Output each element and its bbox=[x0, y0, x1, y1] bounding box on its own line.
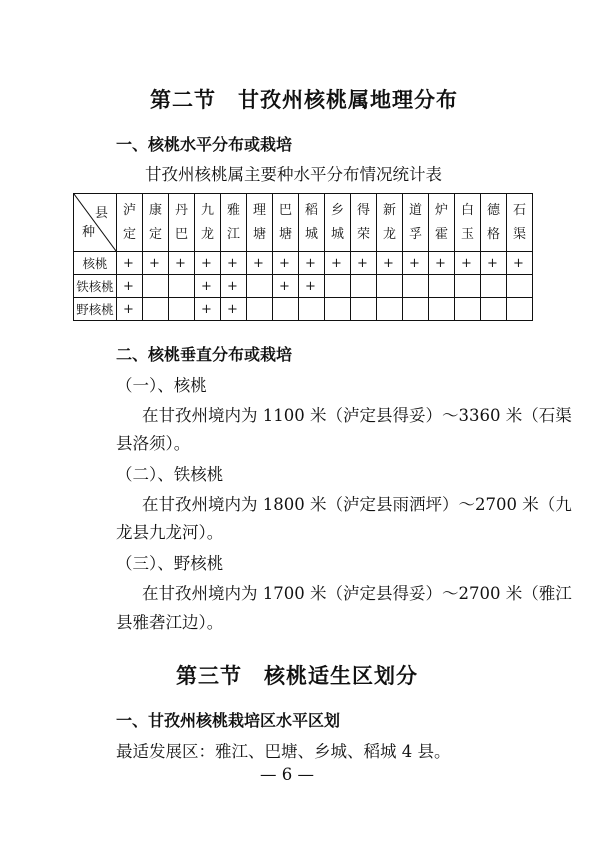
presence-cell: + bbox=[117, 252, 143, 275]
species-label-cell: 核桃 bbox=[74, 252, 117, 275]
presence-cell: + bbox=[195, 275, 221, 298]
county-header-cell bbox=[169, 194, 195, 252]
county-header-cell bbox=[195, 194, 221, 252]
county-header-char: 乡 bbox=[330, 202, 344, 218]
presence-cell bbox=[377, 298, 403, 321]
presence-cell bbox=[351, 298, 377, 321]
county-header-char: 城 bbox=[330, 226, 344, 242]
presence-cell: + bbox=[221, 252, 247, 275]
presence-cell: + bbox=[481, 252, 507, 275]
county-header-char: 泸 bbox=[122, 202, 136, 218]
table-row bbox=[74, 298, 533, 321]
county-header-char: 理 bbox=[252, 202, 266, 218]
presence-cell: + bbox=[247, 252, 273, 275]
county-header-char: 炉 bbox=[434, 202, 448, 218]
presence-cell: + bbox=[169, 252, 195, 275]
presence-cell: + bbox=[351, 252, 377, 275]
corner-county-label: 县 bbox=[94, 206, 108, 221]
section2-title: 第二节 甘孜州核桃属地理分布 bbox=[150, 88, 458, 112]
table-caption: 甘孜州核桃属主要种水平分布情况统计表 bbox=[145, 165, 442, 184]
county-header-char: 格 bbox=[486, 226, 500, 242]
county-header-char: 得 bbox=[356, 202, 370, 218]
county-header-cell bbox=[325, 194, 351, 252]
county-header-char: 稻 bbox=[304, 202, 318, 218]
sub-heading-vertical: 二、核桃垂直分布或栽培 bbox=[116, 345, 293, 364]
presence-cell: + bbox=[117, 298, 143, 321]
corner-species-label: 种 bbox=[82, 225, 96, 240]
item2-heading: （二）、铁核桃 bbox=[116, 465, 224, 484]
page-number: — 6 — bbox=[260, 765, 314, 784]
county-header-cell bbox=[299, 194, 325, 252]
county-header-char: 道 bbox=[408, 202, 422, 218]
county-header-char: 荣 bbox=[356, 226, 370, 242]
item1-heading: （一）、核桃 bbox=[116, 376, 207, 395]
county-header-cell bbox=[117, 194, 143, 252]
item3-heading: （三）、野核桃 bbox=[116, 554, 224, 573]
presence-cell bbox=[325, 298, 351, 321]
county-header-cell bbox=[143, 194, 169, 252]
presence-cell bbox=[143, 275, 169, 298]
presence-cell bbox=[273, 298, 299, 321]
county-header-char: 白 bbox=[460, 202, 474, 218]
presence-cell bbox=[143, 298, 169, 321]
presence-cell bbox=[403, 298, 429, 321]
table-row bbox=[74, 275, 533, 298]
presence-cell: + bbox=[299, 252, 325, 275]
county-header-char: 雅 bbox=[226, 202, 240, 218]
county-header-char: 城 bbox=[304, 226, 318, 242]
species-label-cell: 铁核桃 bbox=[74, 275, 117, 298]
county-header-cell bbox=[221, 194, 247, 252]
county-header-cell bbox=[403, 194, 429, 252]
presence-cell: + bbox=[273, 275, 299, 298]
county-header-char: 定 bbox=[148, 226, 162, 242]
presence-cell bbox=[455, 298, 481, 321]
item1-line1: 在甘孜州境内为 1100 米（泸定县得妥）～3360 米（石渠 bbox=[142, 406, 572, 425]
item2-line2: 龙县九龙河）。 bbox=[116, 523, 224, 542]
county-header-char: 九 bbox=[200, 202, 214, 218]
presence-cell bbox=[377, 275, 403, 298]
county-header-char: 塘 bbox=[252, 226, 266, 242]
presence-cell: + bbox=[221, 275, 247, 298]
presence-cell: + bbox=[117, 275, 143, 298]
presence-cell: + bbox=[377, 252, 403, 275]
presence-cell bbox=[403, 275, 429, 298]
county-header-char: 江 bbox=[226, 226, 240, 242]
county-header-char: 渠 bbox=[512, 226, 526, 242]
presence-cell: + bbox=[325, 252, 351, 275]
county-header-char: 玉 bbox=[460, 226, 474, 242]
presence-cell bbox=[247, 298, 273, 321]
presence-cell bbox=[325, 275, 351, 298]
table-corner-cell bbox=[74, 194, 117, 252]
sub-heading-zoning: 一、甘孜州核桃栽培区水平区划 bbox=[116, 711, 341, 730]
county-header-char: 石 bbox=[512, 202, 526, 218]
county-header-cell bbox=[481, 194, 507, 252]
presence-cell bbox=[481, 298, 507, 321]
county-header-cell bbox=[351, 194, 377, 252]
zoning-line1: 最适发展区：雅江、巴塘、乡城、稻城 4 县。 bbox=[116, 742, 451, 761]
county-header-char: 孚 bbox=[408, 226, 422, 242]
county-header-char: 霍 bbox=[434, 226, 448, 242]
presence-cell: + bbox=[143, 252, 169, 275]
table-row bbox=[74, 252, 533, 275]
county-header-cell bbox=[507, 194, 533, 252]
presence-cell bbox=[169, 275, 195, 298]
presence-cell bbox=[507, 275, 533, 298]
county-header-char: 巴 bbox=[174, 226, 188, 242]
presence-cell bbox=[507, 298, 533, 321]
county-header-char: 定 bbox=[122, 226, 136, 242]
presence-cell bbox=[351, 275, 377, 298]
presence-cell: + bbox=[195, 252, 221, 275]
county-header-cell bbox=[377, 194, 403, 252]
presence-cell bbox=[429, 275, 455, 298]
county-header-char: 塘 bbox=[278, 226, 292, 242]
species-label-cell: 野核桃 bbox=[74, 298, 117, 321]
presence-cell bbox=[429, 298, 455, 321]
county-header-cell bbox=[455, 194, 481, 252]
presence-cell: + bbox=[403, 252, 429, 275]
presence-cell: + bbox=[455, 252, 481, 275]
item3-line1: 在甘孜州境内为 1700 米（泸定县得妥）～2700 米（雅江 bbox=[142, 584, 572, 603]
county-header-char: 巴 bbox=[278, 202, 292, 218]
presence-cell: + bbox=[429, 252, 455, 275]
presence-cell: + bbox=[195, 298, 221, 321]
county-header-cell bbox=[247, 194, 273, 252]
item2-line1: 在甘孜州境内为 1800 米（泸定县雨洒坪）～2700 米（九 bbox=[142, 495, 572, 514]
county-header-cell bbox=[429, 194, 455, 252]
presence-cell bbox=[299, 298, 325, 321]
county-header-cell bbox=[273, 194, 299, 252]
sub-heading-horizontal: 一、核桃水平分布或栽培 bbox=[116, 135, 293, 154]
table-header-row bbox=[74, 194, 533, 252]
presence-cell bbox=[481, 275, 507, 298]
presence-cell: + bbox=[273, 252, 299, 275]
presence-cell: + bbox=[299, 275, 325, 298]
presence-cell: + bbox=[507, 252, 533, 275]
presence-cell bbox=[169, 298, 195, 321]
presence-cell: + bbox=[221, 298, 247, 321]
presence-cell bbox=[247, 275, 273, 298]
item1-line2: 县洛须）。 bbox=[116, 434, 191, 453]
presence-cell bbox=[455, 275, 481, 298]
county-header-char: 康 bbox=[148, 202, 162, 218]
county-header-char: 新 bbox=[382, 202, 396, 218]
distribution-table bbox=[73, 193, 533, 321]
county-header-char: 龙 bbox=[200, 226, 214, 242]
county-header-char: 丹 bbox=[174, 202, 188, 218]
county-header-char: 龙 bbox=[382, 226, 396, 242]
county-header-char: 德 bbox=[486, 202, 500, 218]
section3-title: 第三节 核桃适生区划分 bbox=[176, 664, 418, 688]
item3-line2: 县雅砻江边）。 bbox=[116, 613, 224, 632]
